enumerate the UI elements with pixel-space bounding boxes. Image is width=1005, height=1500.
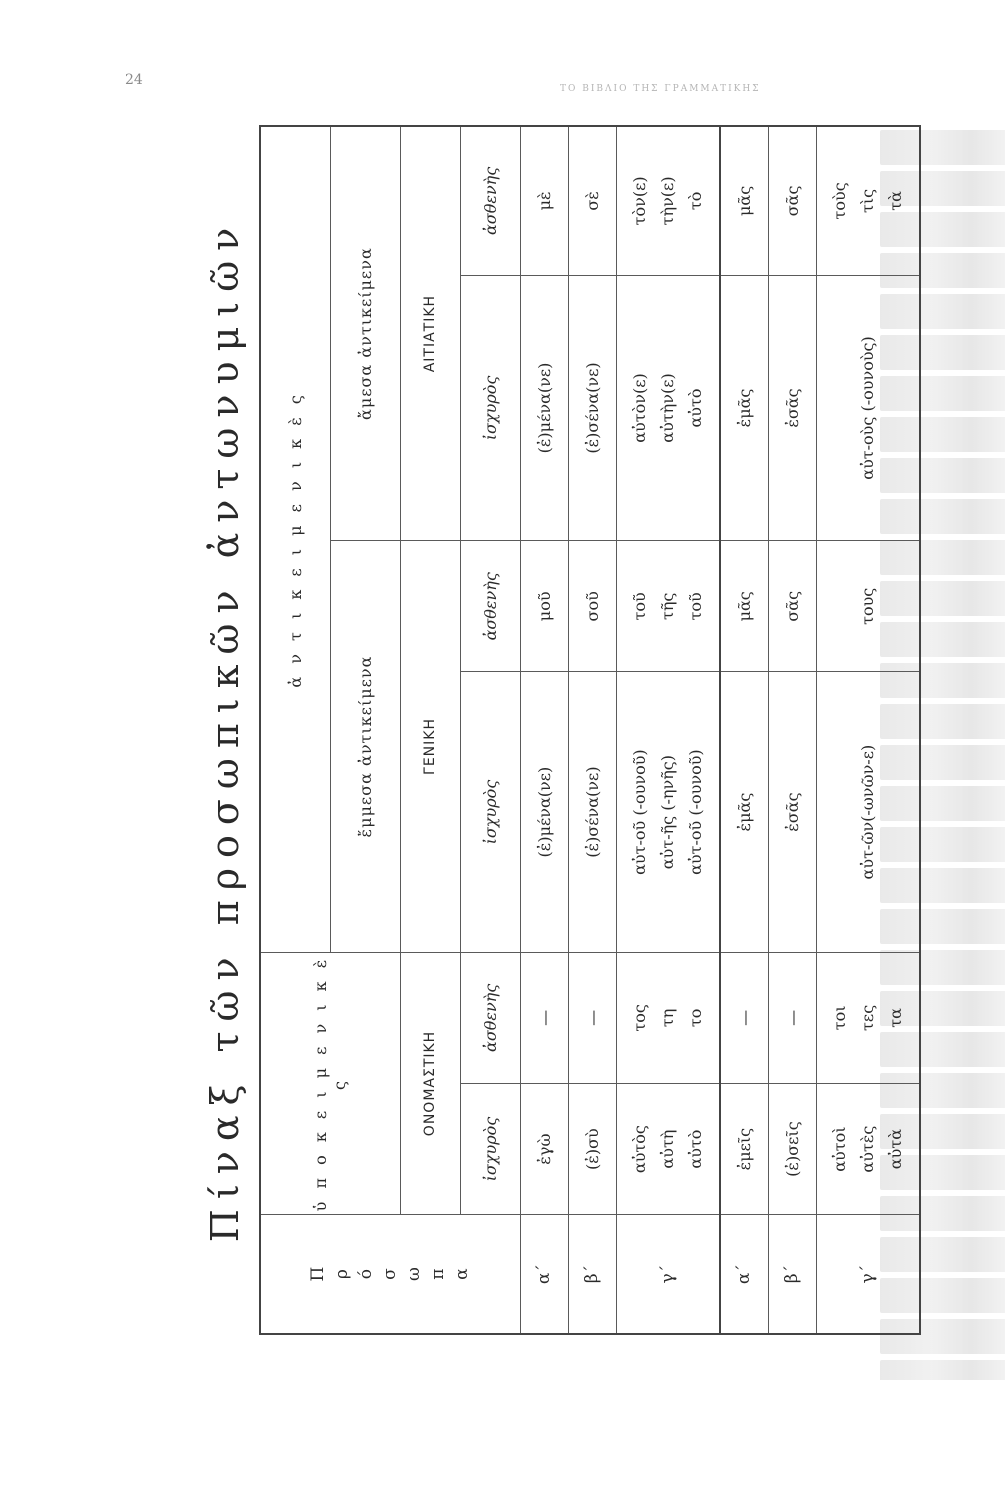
acc-strong-cell: αὐτὸν(ε) αὐτὴν(ε) αὐτὸ	[616, 275, 720, 540]
acc-weak-cell: μᾶς	[720, 126, 768, 275]
col-strong-genitive: ἰσχυρὸς	[460, 672, 520, 952]
person-cell: α΄	[520, 1215, 568, 1334]
gen-weak-cell: τους	[816, 541, 920, 672]
table-row	[616, 126, 720, 1334]
table-row	[520, 126, 568, 1334]
nom-strong-cell: ἐμεῖς	[720, 1083, 768, 1214]
table-row	[720, 126, 768, 1334]
acc-weak-cell: σᾶς	[768, 126, 816, 275]
table-title: Πίναξ τῶν προσωπικῶν ἀντωνυμιῶν	[190, 126, 260, 1334]
acc-strong-cell: (ἐ)σένα(νε)	[568, 275, 616, 540]
gen-strong-cell: (ἐ)σένα(νε)	[568, 672, 616, 952]
table-row	[768, 126, 816, 1334]
nom-weak-cell: —	[720, 952, 768, 1083]
person-cell: γ΄	[816, 1215, 920, 1334]
person-cell: α΄	[720, 1215, 768, 1334]
page-number: 24	[125, 72, 143, 88]
nom-strong-cell: (ἐ)σεῖς	[768, 1083, 816, 1214]
nom-strong-cell: ἐγὼ	[520, 1083, 568, 1214]
person-cell: β΄	[768, 1215, 816, 1334]
table-row	[568, 126, 616, 1334]
col-strong-accusative: ἰσχυρὸς	[460, 275, 520, 540]
gen-weak-cell: μᾶς	[720, 541, 768, 672]
acc-weak-cell: τοὺς τὶς τὰ	[816, 126, 920, 275]
direct-objects-header: ἄμεσα ἀντικείμενα	[330, 126, 400, 541]
gen-weak-cell: τοῦ τῆς τοῦ	[616, 541, 720, 672]
nom-weak-cell: —	[768, 952, 816, 1083]
gen-weak-cell: σοῦ	[568, 541, 616, 672]
col-weak-accusative: ἀσθενὴς	[460, 126, 520, 275]
col-weak-nominative: ἀσθενὴς	[460, 952, 520, 1083]
object-group-header: ἀ ν τ ι κ ε ι μ ε ν ι κ ὲ ς	[260, 126, 330, 952]
indirect-objects-header: ἔμμεσα ἀντικείμενα	[330, 541, 400, 953]
gen-strong-cell: ἐσᾶς	[768, 672, 816, 952]
person-cell: γ΄	[616, 1215, 720, 1334]
acc-strong-cell: ἐμᾶς	[720, 275, 768, 540]
gen-strong-cell: αὐτ-οῦ (-ουνοῦ) αὐτ-ῆς (-ηνῆς) αὐτ-οῦ (-ουνοῦ)	[616, 672, 720, 952]
acc-weak-cell: μὲ	[520, 126, 568, 275]
nom-weak-cell: —	[520, 952, 568, 1083]
table-row	[816, 126, 920, 1334]
col-strong-nominative: ἰσχυρὸς	[460, 1083, 520, 1214]
acc-weak-cell: τὸν(ε) τὴν(ε) τὸ	[616, 126, 720, 275]
acc-weak-cell: σὲ	[568, 126, 616, 275]
subject-group-header: ὑ π ο κ ε ι μ ε ν ι κ ὲ ς	[260, 952, 400, 1214]
nom-weak-cell: τος τη το	[616, 952, 720, 1083]
running-header: ΤΟ ΒΙΒΛΙΟ ΤΗΣ ΓΡΑΜΜΑΤΙΚΗΣ	[560, 84, 761, 94]
genitive-header: ΓΕΝΙΚΗ	[400, 541, 460, 953]
person-cell: β΄	[568, 1215, 616, 1334]
rotated-table-container	[190, 125, 905, 1335]
gen-strong-cell: (ἐ)μένα(νε)	[520, 672, 568, 952]
nom-strong-cell: (ἐ)σὺ	[568, 1083, 616, 1214]
nominative-header: ΟΝΟΜΑΣΤΙΚΗ	[400, 952, 460, 1214]
gen-weak-cell: μοῦ	[520, 541, 568, 672]
gen-strong-cell: ἐμᾶς	[720, 672, 768, 952]
gen-strong-cell: αὐτ-ῶν(-ωνῶν-ε)	[816, 672, 920, 952]
nom-strong-cell: αὐτὸς αὐτὴ αὐτὸ	[616, 1083, 720, 1214]
gen-weak-cell: σᾶς	[768, 541, 816, 672]
acc-strong-cell: αὐτ-οὺς (-ουνοὺς)	[816, 275, 920, 540]
person-header: Π ρ ό σ ω π α	[260, 1215, 520, 1334]
pronoun-table	[190, 125, 921, 1335]
nom-strong-cell: αὐτοὶ αὐτὲς αὐτὰ	[816, 1083, 920, 1214]
accusative-header: ΑΙΤΙΑΤΙΚΗ	[400, 126, 460, 541]
acc-strong-cell: (ἐ)μένα(νε)	[520, 275, 568, 540]
acc-strong-cell: ἐσᾶς	[768, 275, 816, 540]
nom-weak-cell: —	[568, 952, 616, 1083]
col-weak-genitive: ἀσθενὴς	[460, 541, 520, 672]
nom-weak-cell: τοι τες τα	[816, 952, 920, 1083]
